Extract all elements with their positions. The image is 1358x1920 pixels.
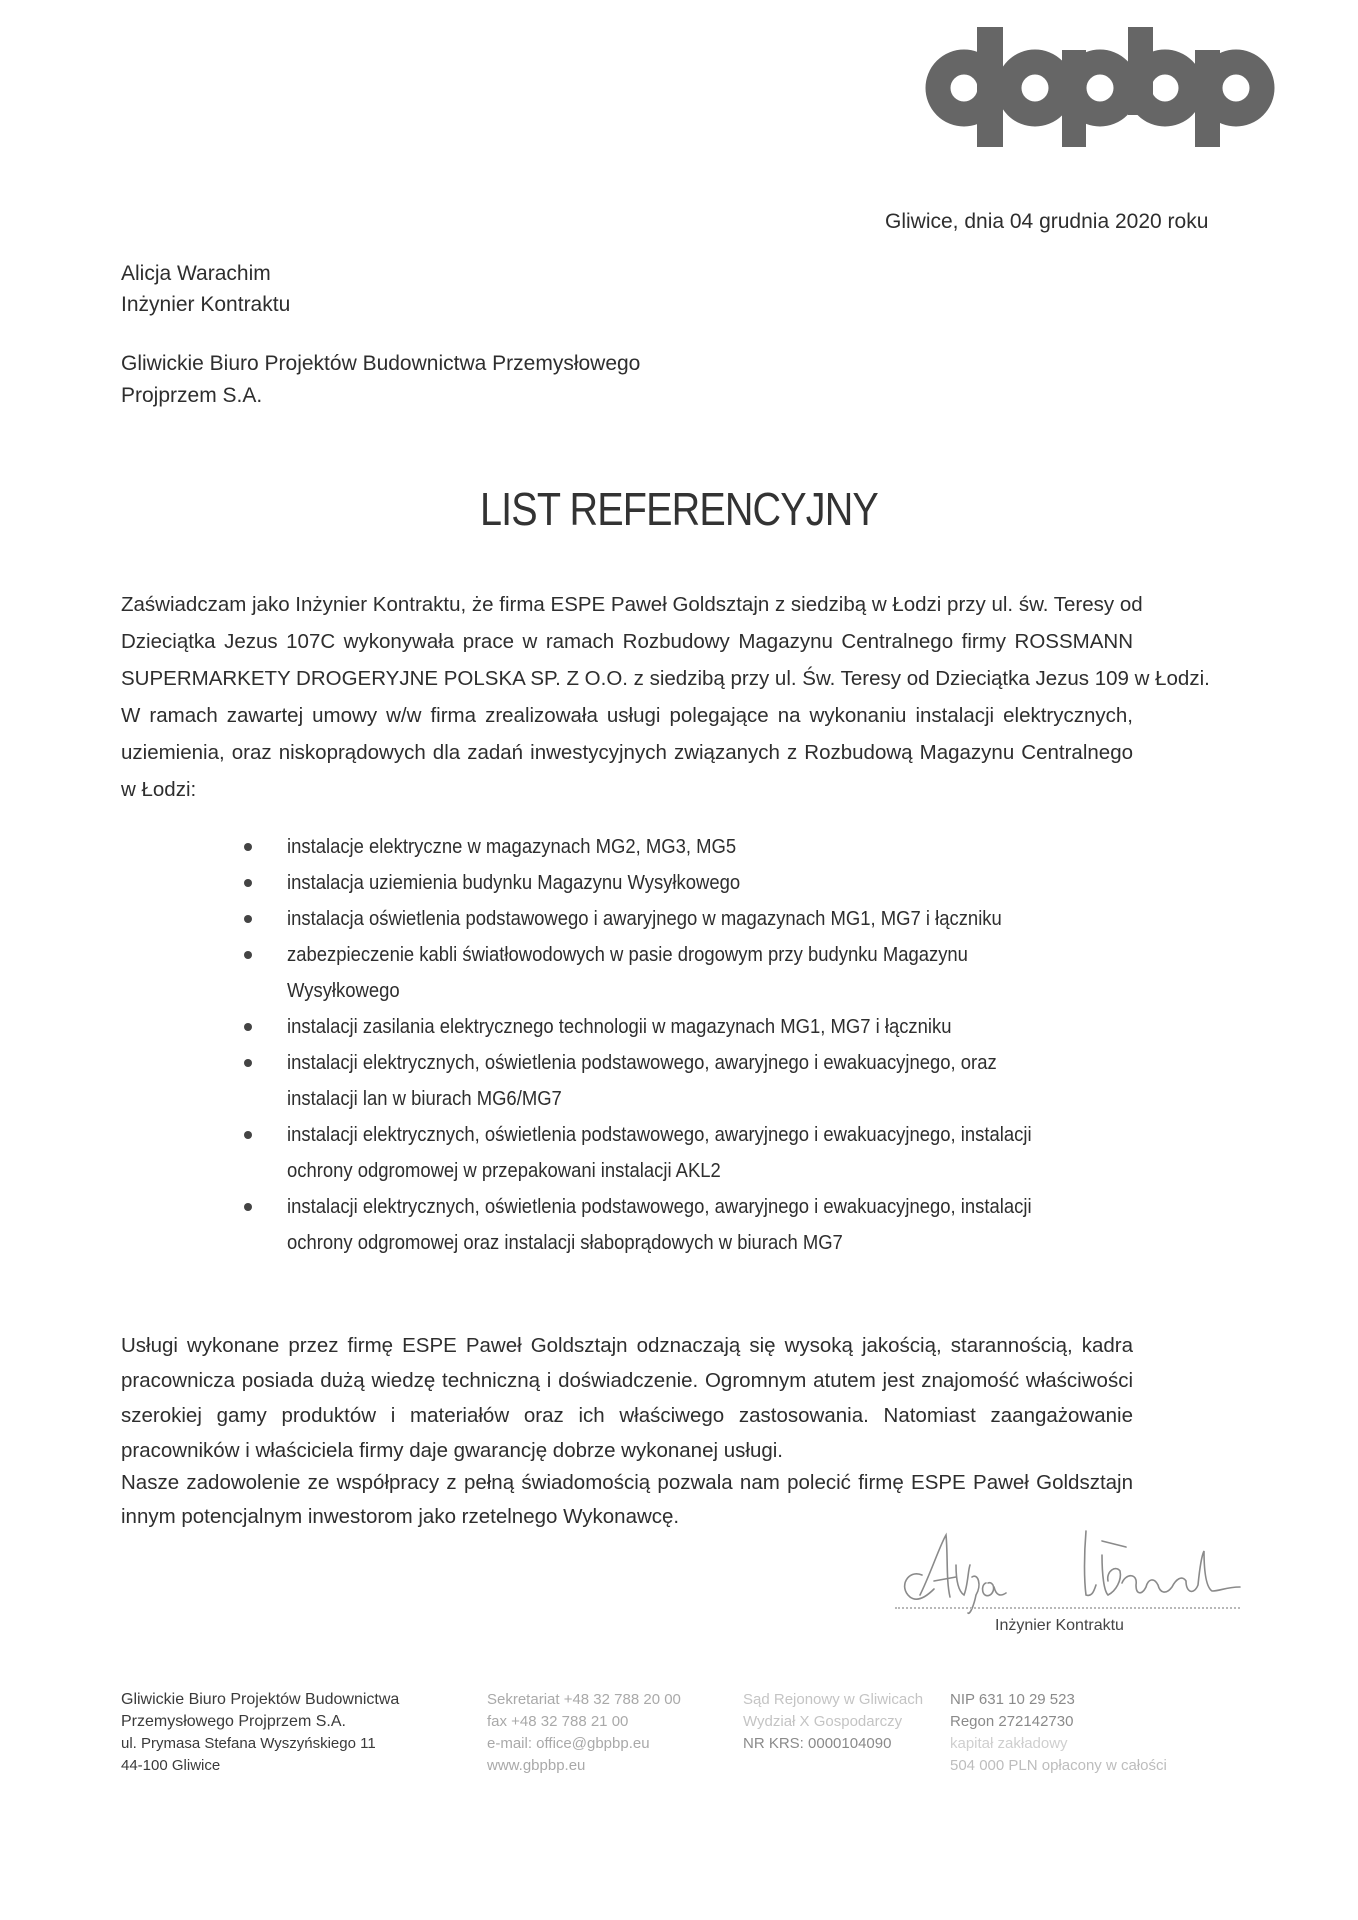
- footer-phone: Sekretariat +48 32 788 20 00: [487, 1691, 681, 1708]
- bullet-icon: [244, 915, 252, 923]
- footer-address-line: ul. Prymasa Stefana Wyszyńskiego 11: [121, 1735, 376, 1752]
- paragraph1-line: W ramach zawartej umowy w/w firma zrealizowała usługi polegające na wykonaniu instalacji elektrycznych,: [121, 704, 1133, 727]
- handwritten-signature-icon: [890, 1525, 1250, 1615]
- footer-email-link[interactable]: e-mail: office@gbpbp.eu: [487, 1735, 650, 1752]
- paragraph1-line: Zaświadczam jako Inżynier Kontraktu, że firma ESPE Paweł Goldsztajn z siedzibą w Łodzi przy ul. św. Teresy od: [121, 593, 1143, 616]
- footer-company-line: Przemysłowego Projprzem S.A.: [121, 1713, 346, 1730]
- paragraph2-line: Usługi wykonane przez firmę ESPE Paweł Goldsztajn odznaczają się wysoką jakością, starannością, kadra: [121, 1334, 1133, 1357]
- addressee-company-line2: Projprzem S.A.: [121, 384, 263, 407]
- footer-division: Wydział X Gospodarczy: [743, 1713, 903, 1730]
- bullet-icon: [244, 1203, 252, 1211]
- paragraph1-line: Dzieciątka Jezus 107C wykonywała prace w ramach Rozbudowy Magazynu Centralnego firmy ROSSMANN: [121, 630, 1133, 653]
- addressee-role: Inżynier Kontraktu: [121, 293, 291, 316]
- footer-registry-column: [743, 1689, 923, 1755]
- letter-date: Gliwice, dnia 04 grudnia 2020 roku: [885, 210, 1209, 233]
- footer-company-column: [121, 1689, 399, 1777]
- footer-court: Sąd Rejonowy w Gliwicach: [743, 1691, 924, 1708]
- addressee-company-line1: Gliwickie Biuro Projektów Budownictwa Przemysłowego: [121, 352, 641, 375]
- addressee-name: Alicja Warachim: [121, 262, 271, 285]
- bullet-icon: [244, 1059, 252, 1067]
- bullet-icon: [244, 879, 252, 887]
- bullet-icon: [244, 1023, 252, 1031]
- footer-contact-column: [487, 1689, 681, 1777]
- paragraph1-line: SUPERMARKETY DROGERYJNE POLSKA SP. Z O.O. z siedzibą przy ul. Św. Teresy od Dzieciątka Jezus 109 w Łodzi.: [121, 667, 1210, 690]
- footer-company-line: Gliwickie Biuro Projektów Budownictwa: [121, 1691, 400, 1708]
- footer-fax: fax +48 32 788 21 00: [487, 1713, 629, 1730]
- footer-capital-value: 504 000 PLN opłacony w całości: [950, 1757, 1167, 1774]
- paragraph1-line: uziemienia, oraz niskoprądowych dla zadań inwestycyjnych związanych z Rozbudową Magazynu Centralnego: [121, 741, 1133, 764]
- footer-regon: Regon 272142730: [950, 1713, 1074, 1730]
- footer-krs: NR KRS: 0000104090: [743, 1735, 892, 1752]
- footer-capital-label: kapitał zakładowy: [950, 1735, 1068, 1752]
- signature-dotted-line: [895, 1607, 1240, 1609]
- footer-address-line: 44-100 Gliwice: [121, 1757, 221, 1774]
- paragraph3-line: Nasze zadowolenie ze współpracy z pełną świadomością pozwala nam polecić firmę ESPE Paweł Goldsztajn: [121, 1471, 1133, 1494]
- signature-block: [890, 1525, 1250, 1665]
- signature-label: Inżynier Kontraktu: [995, 1617, 1124, 1634]
- paragraph3-line: innym potencjalnym inwestorom jako rzetelnego Wykonawcę.: [121, 1505, 680, 1528]
- paragraph2-line: pracownicza posiada dużą wiedzę techniczną i doświadczenie. Ogromnym atutem jest znajomość właściwości: [121, 1369, 1133, 1392]
- footer-tax-column: [950, 1689, 1167, 1777]
- gbpbp-logo-icon: [922, 24, 1278, 150]
- document-title: LIST REFERENCYJNY: [480, 483, 878, 535]
- footer-nip: NIP 631 10 29 523: [950, 1691, 1075, 1708]
- bullet-icon: [244, 843, 252, 851]
- company-logo: [922, 24, 1278, 150]
- bullet-icon: [244, 1131, 252, 1139]
- paragraph2-line: pracowników i właściciela firmy daje gwarancję dobrze wykonanej usługi.: [121, 1439, 783, 1462]
- footer-website-link[interactable]: www.gbpbp.eu: [487, 1757, 586, 1774]
- bullet-icon: [244, 951, 252, 959]
- paragraph1-line: w Łodzi:: [121, 778, 197, 801]
- paragraph2-line: szerokiej gamy produktów i materiałów oraz ich właściwego zastosowania. Natomiast zaangażowanie: [121, 1404, 1133, 1427]
